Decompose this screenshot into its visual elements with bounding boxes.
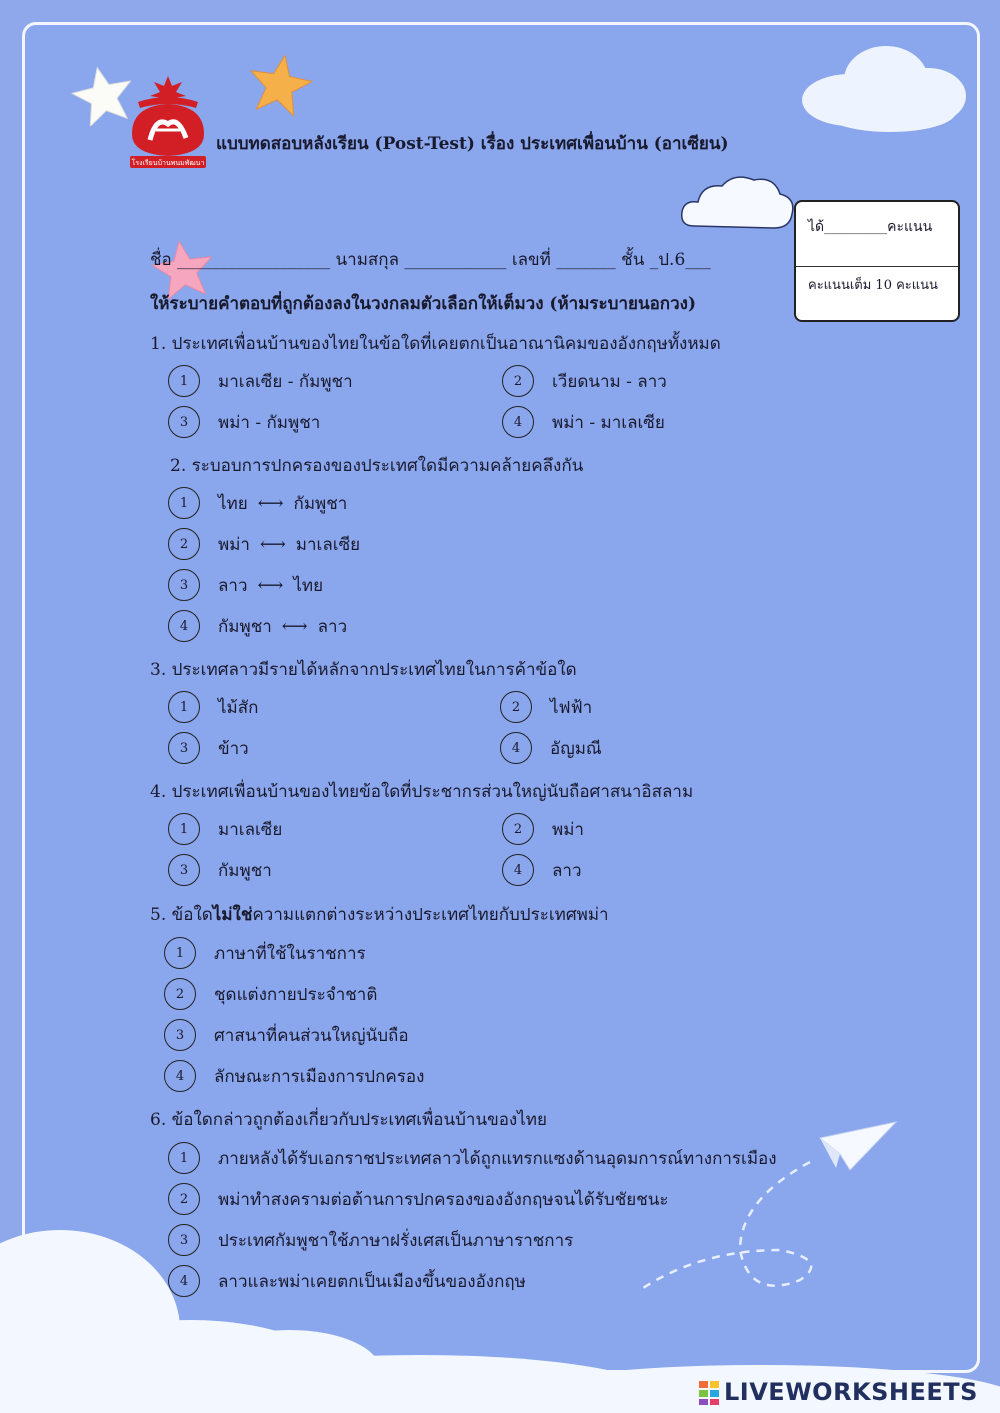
- question-3: 3. ประเทศลาวมีรายได้หลักจากประเทศไทยในการค้าข้อใด: [150, 660, 577, 680]
- option-text: ลักษณะการเมืองการปกครอง: [214, 1066, 425, 1087]
- double-arrow-icon: ⟷: [257, 492, 284, 514]
- student-info-row[interactable]: ชื่อ __________________ นามสกุล ____________ เลขที่ _______ ชั้น _ป.6___: [150, 250, 711, 270]
- answer-circle[interactable]: 4: [164, 1060, 196, 1092]
- question-1: 1. ประเทศเพื่อนบ้านของไทยในข้อใดที่เคยตกเป็นอาณานิคมของอังกฤษทั้งหมด: [150, 334, 721, 354]
- option-text: ลาวและพม่าเคยตกเป็นเมืองขึ้นของอังกฤษ: [218, 1271, 526, 1292]
- option-text: เวียดนาม - ลาว: [552, 371, 667, 392]
- option-text: ชุดแต่งกายประจำชาติ: [214, 984, 378, 1005]
- answer-circle[interactable]: 2: [502, 813, 534, 845]
- score-box: [794, 200, 960, 322]
- q6-option-2[interactable]: [168, 1182, 668, 1216]
- cloud-decoration-small: [676, 170, 798, 242]
- option-left-country: ลาว: [218, 575, 248, 596]
- question-5-suffix: ความแตกต่างระหว่างประเทศไทยกับประเทศพม่า: [252, 905, 609, 925]
- question-5-prefix: 5. ข้อใด: [150, 905, 213, 925]
- option-right-country: มาเลเซีย: [295, 534, 361, 555]
- q2-option-3[interactable]: [168, 568, 323, 602]
- answer-circle[interactable]: 1: [164, 937, 196, 969]
- option-text: กัมพูชา: [218, 860, 272, 881]
- double-arrow-icon: ⟷: [259, 533, 286, 555]
- answer-circle[interactable]: 4: [168, 610, 200, 642]
- option-left-country: ไทย: [218, 493, 248, 514]
- answer-circle[interactable]: 1: [168, 813, 200, 845]
- option-text: พม่า - มาเลเซีย: [552, 412, 665, 433]
- q3-option-4[interactable]: [500, 731, 602, 765]
- answer-circle[interactable]: 2: [502, 365, 534, 397]
- option-right-country: ไทย: [293, 575, 324, 596]
- q5-option-1[interactable]: [164, 936, 366, 970]
- answer-circle[interactable]: 4: [168, 1265, 200, 1297]
- answer-circle[interactable]: 4: [502, 406, 534, 438]
- answer-circle[interactable]: 3: [168, 732, 200, 764]
- option-right-country: ลาว: [317, 616, 348, 637]
- option-left-country: กัมพูชา: [218, 616, 272, 637]
- answer-circle[interactable]: 3: [168, 569, 200, 601]
- q3-option-3[interactable]: [168, 731, 249, 765]
- q4-option-1[interactable]: [168, 812, 282, 846]
- answer-circle[interactable]: 2: [164, 978, 196, 1010]
- option-text: พม่า - กัมพูชา: [218, 412, 321, 433]
- option-left-country: พม่า: [218, 534, 250, 555]
- q6-option-1[interactable]: [168, 1141, 777, 1175]
- option-text: ภาษาที่ใช้ในราชการ: [214, 943, 366, 964]
- answer-circle[interactable]: 1: [168, 691, 200, 723]
- answer-circle[interactable]: 2: [500, 691, 532, 723]
- option-text: ลาว: [552, 860, 582, 881]
- q5-option-2[interactable]: [164, 977, 377, 1011]
- score-obtained-label: ได้_________คะแนน: [808, 219, 933, 235]
- q4-option-2[interactable]: [502, 812, 584, 846]
- question-5: [150, 901, 609, 928]
- option-text: ข้าว: [218, 738, 249, 759]
- q2-option-2[interactable]: [168, 527, 360, 561]
- liveworksheets-watermark: LIVEWORKSHEETS: [724, 1378, 978, 1406]
- q6-option-3[interactable]: [168, 1223, 573, 1257]
- orange-star-decoration: [246, 52, 314, 116]
- question-5-emphasis: ไม่ใช่: [212, 905, 253, 925]
- question-6: 6. ข้อใดกล่าวถูกต้องเกี่ยวกับประเทศเพื่อนบ้านของไทย: [150, 1110, 547, 1130]
- option-text: ศาสนาที่คนส่วนใหญ่นับถือ: [214, 1025, 409, 1046]
- answer-circle[interactable]: 3: [168, 854, 200, 886]
- double-arrow-icon: ⟷: [281, 615, 308, 637]
- q5-option-4[interactable]: [164, 1059, 424, 1093]
- answer-circle[interactable]: 3: [168, 406, 200, 438]
- q2-option-1[interactable]: [168, 486, 347, 520]
- answer-circle[interactable]: 1: [168, 1142, 200, 1174]
- answer-circle[interactable]: 4: [502, 854, 534, 886]
- q4-option-4[interactable]: [502, 853, 582, 887]
- school-logo: [126, 72, 210, 172]
- option-text: ไฟฟ้า: [550, 697, 593, 718]
- q4-option-3[interactable]: [168, 853, 272, 887]
- option-text: พม่าทำสงครามต่อต้านการปกครองของอังกฤษจนได้รับชัยชนะ: [218, 1189, 669, 1210]
- option-right-country: กัมพูชา: [293, 493, 348, 514]
- answer-circle[interactable]: 1: [168, 487, 200, 519]
- option-text: อัญมณี: [550, 738, 602, 759]
- score-divider: [796, 266, 958, 267]
- q1-option-3[interactable]: [168, 405, 320, 439]
- option-text: มาเลเซีย - กัมพูชา: [218, 371, 353, 392]
- q3-option-2[interactable]: [500, 690, 592, 724]
- logo-caption: โรงเรียนบ้านพนมพัฒนา: [131, 159, 205, 167]
- answer-circle[interactable]: 2: [168, 528, 200, 560]
- option-text: ประเทศกัมพูชาใช้ภาษาฝรั่งเศสเป็นภาษาราชการ: [218, 1230, 574, 1251]
- answer-circle[interactable]: 3: [168, 1224, 200, 1256]
- q1-option-4[interactable]: [502, 405, 665, 439]
- q3-option-1[interactable]: [168, 690, 258, 724]
- question-2: 2. ระบอบการปกครองของประเทศใดมีความคล้ายคลึงกัน: [170, 456, 584, 476]
- q1-option-1[interactable]: [168, 364, 353, 398]
- option-text: ไม้สัก: [218, 697, 259, 718]
- score-full-label: คะแนนเต็ม 10 คะแนน: [808, 278, 938, 293]
- option-text: พม่า: [552, 819, 584, 840]
- q5-option-3[interactable]: [164, 1018, 409, 1052]
- page-title: แบบทดสอบหลังเรียน (Post-Test) เรื่อง ประเทศเพื่อนบ้าน (อาเซียน): [216, 134, 729, 154]
- answer-circle[interactable]: 1: [168, 365, 200, 397]
- answer-circle[interactable]: 3: [164, 1019, 196, 1051]
- option-text: ภายหลังได้รับเอกราชประเทศลาวได้ถูกแทรกแซงด้านอุดมการณ์ทางการเมือง: [218, 1148, 777, 1169]
- q2-option-4[interactable]: [168, 609, 347, 643]
- double-arrow-icon: ⟷: [257, 574, 284, 596]
- q1-option-2[interactable]: [502, 364, 667, 398]
- option-text: มาเลเซีย: [218, 819, 283, 840]
- answer-circle[interactable]: 4: [500, 732, 532, 764]
- instruction-text: ให้ระบายคำตอบที่ถูกต้องลงในวงกลมตัวเลือกให้เต็มวง (ห้ามระบายนอกวง): [150, 294, 696, 314]
- liveworksheets-logo-icon: [698, 1380, 720, 1406]
- question-4: 4. ประเทศเพื่อนบ้านของไทยข้อใดที่ประชากรส่วนใหญ่นับถือศาสนาอิสลาม: [150, 782, 694, 802]
- answer-circle[interactable]: 2: [168, 1183, 200, 1215]
- q6-option-4[interactable]: [168, 1264, 526, 1298]
- cloud-decoration-top: [790, 36, 970, 136]
